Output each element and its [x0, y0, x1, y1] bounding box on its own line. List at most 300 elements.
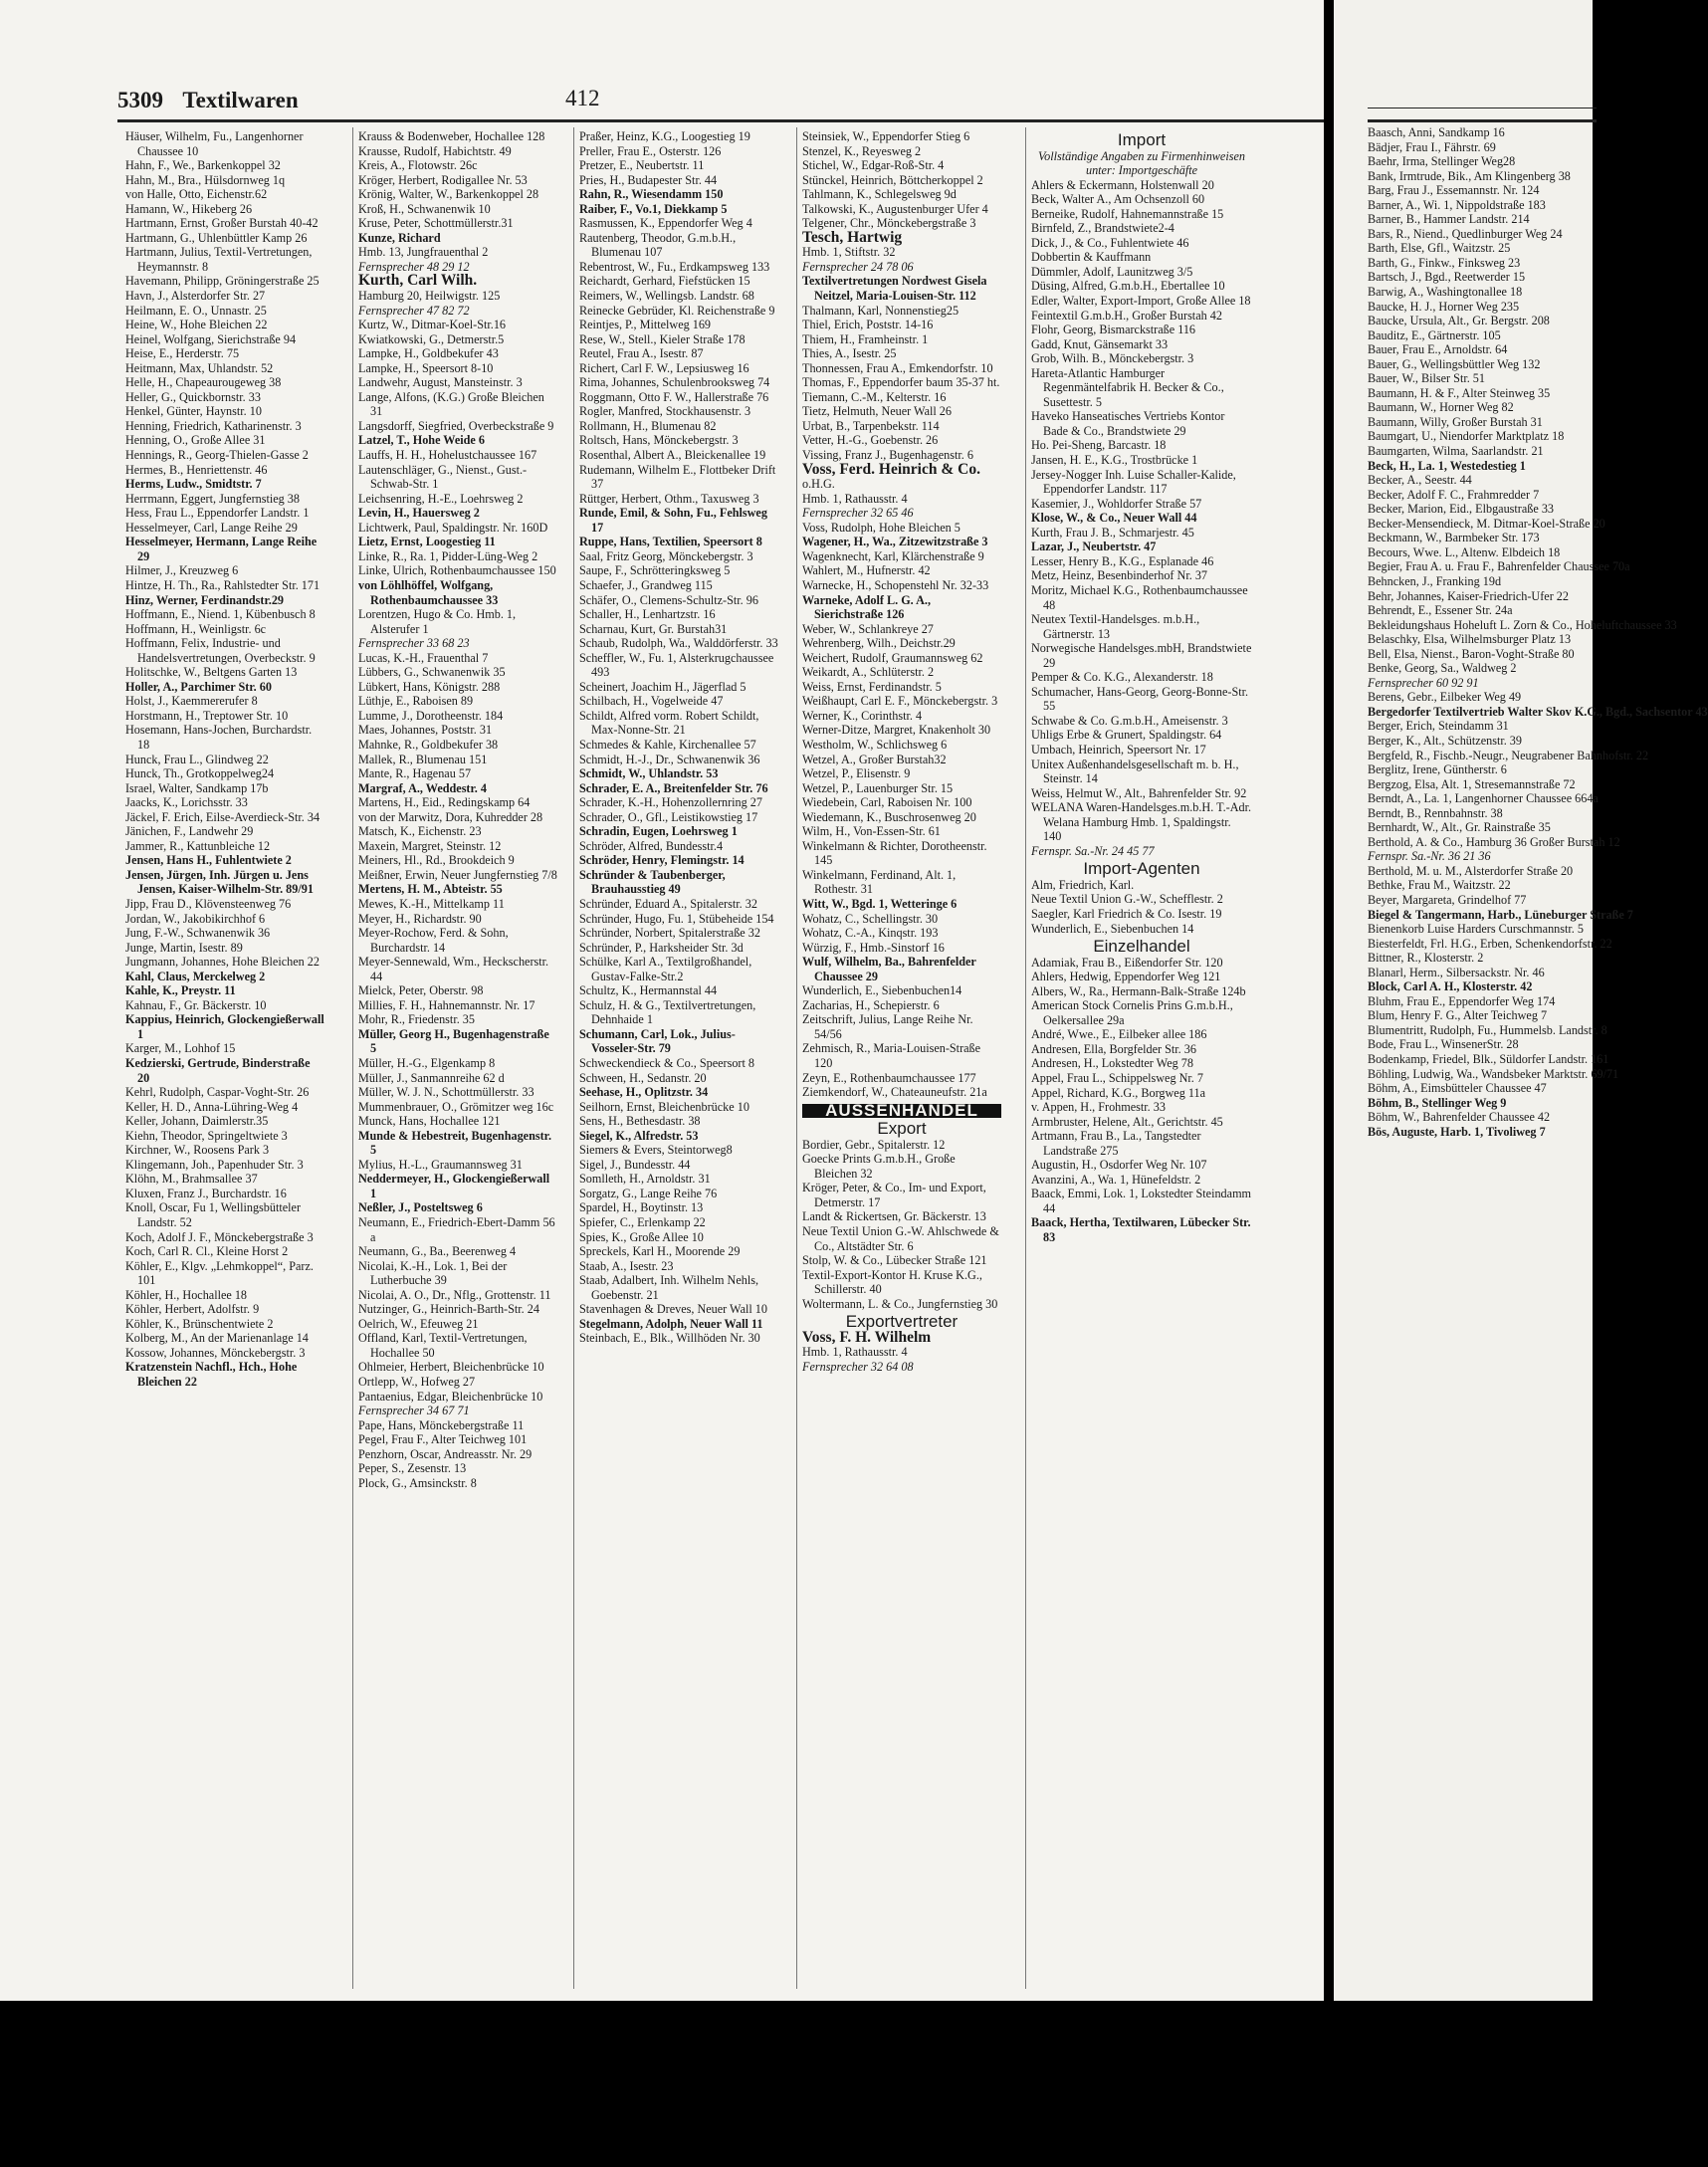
directory-entry: Schwabe & Co. G.m.b.H., Ameisenstr. 3: [1031, 713, 1228, 728]
header-rule: [117, 119, 1324, 122]
directory-entry: Margraf, A., Weddestr. 4: [358, 780, 487, 795]
directory-column-5: [1031, 129, 1252, 1245]
directory-entry: Hoffmann, E., Niend. 1, Kübenbusch 8: [125, 607, 316, 622]
directory-entry: Fernsprecher 24 78 06: [802, 259, 914, 274]
directory-entry: Dobbertin & Kauffmann: [1031, 250, 1152, 265]
directory-entry: Thonnessen, Frau A., Emkendorfstr. 10: [802, 360, 993, 375]
directory-entry: Meiners, Hl., Rd., Brookdeich 9: [358, 853, 515, 868]
directory-entry: Blanarl, Herm., Silbersackstr. Nr. 46: [1368, 965, 1545, 979]
directory-entry: Bell, Elsa, Nienst., Baron-Voght-Straße 80: [1368, 646, 1575, 661]
directory-entry: Lübbers, G., Schwanenwik 35: [358, 665, 506, 680]
directory-entry: Textilvertretungen Nordwest Gisela Neitzel, Maria-Louisen-Str. 112: [802, 274, 987, 304]
directory-entry: Behrendt, E., Essener Str. 24a: [1368, 603, 1513, 618]
directory-entry: Lüthje, E., Raboisen 89: [358, 694, 474, 709]
directory-entry: Fernspr. Sa.-Nr. 24 45 77: [1031, 843, 1155, 858]
directory-entry: Lübkert, Hans, Königstr. 288: [358, 679, 501, 694]
directory-entry: Spardel, H., Boytinstr. 13: [579, 1200, 704, 1215]
directory-entry: Baucke, Ursula, Alt., Gr. Bergstr. 208: [1368, 314, 1550, 328]
directory-entry: Sens, H., Bethesdastr. 38: [579, 1114, 701, 1129]
directory-entry: Köhler, H., Hochallee 18: [125, 1287, 248, 1302]
directory-entry: Rasmussen, K., Eppendorfer Weg 4: [579, 216, 752, 231]
directory-entry: Birnfeld, Z., Brandstwiete2-4: [1031, 221, 1174, 236]
directory-entry: Staab, A., Isestr. 23: [579, 1258, 674, 1273]
directory-entry: Munck, Hans, Hochallee 121: [358, 1114, 501, 1129]
directory-entry: Norwegische Handelsges.mbH, Brandstwiete 29: [1031, 641, 1252, 670]
directory-entry: Runde, Emil, & Sohn, Fu., Fehlsweg 17: [579, 506, 767, 535]
directory-entry: Fernsprecher 32 65 46: [802, 506, 914, 521]
directory-entry: Baasch, Anni, Sandkamp 16: [1368, 125, 1505, 139]
directory-entry: Sorgatz, G., Lange Reihe 76: [579, 1186, 718, 1200]
directory-entry: Weiss, Ernst, Ferdinandstr. 5: [802, 679, 942, 694]
directory-entry: Wetzel, A., Großer Burstah32: [802, 752, 947, 766]
directory-entry: Peper, S., Zesenstr. 13: [358, 1461, 467, 1476]
page-code: 5309: [117, 88, 163, 112]
directory-entry: Hmb. 1, Stiftstr. 32: [802, 245, 896, 260]
directory-entry: Augustin, H., Osdorfer Weg Nr. 107: [1031, 1158, 1207, 1173]
directory-entry: Schaub, Rudolph, Wa., Walddörferstr. 33: [579, 636, 778, 651]
directory-entry: Munde & Hebestreit, Bugenhagenstr. 5: [358, 1128, 551, 1158]
column-divider: [352, 127, 353, 1989]
directory-entry: Havn, J., Alsterdorfer Str. 27: [125, 289, 266, 304]
directory-entry: Pemper & Co. K.G., Alexanderstr. 18: [1031, 670, 1213, 685]
directory-entry: Siemers & Evers, Steintorweg8: [579, 1143, 733, 1158]
directory-entry: Hennings, R., Georg-Thielen-Gasse 2: [125, 448, 309, 463]
directory-entry: Voss, F. H. Wilhelm: [802, 1328, 932, 1346]
directory-entry: Junge, Martin, Isestr. 89: [125, 940, 243, 955]
directory-entry: Bauer, Frau E., Arnoldstr. 64: [1368, 342, 1508, 357]
directory-entry: Kroß, H., Schwanenwik 10: [358, 201, 491, 216]
directory-entry: Plock, G., Amsinckstr. 8: [358, 1475, 477, 1490]
directory-entry: Böhling, Ludwig, Wa., Wandsbeker Marktstr. 69/71: [1368, 1066, 1619, 1081]
directory-entry: Pretzer, E., Neubertstr. 11: [579, 158, 705, 173]
directory-entry: Schmidt, W., Uhlandstr. 53: [579, 766, 719, 781]
directory-entry: Holitschke, W., Beltgens Garten 13: [125, 665, 298, 680]
directory-entry: Begier, Frau A. u. Frau F., Bahrenfelder Chaussee 70a: [1368, 559, 1630, 574]
directory-entry: Schröder, Henry, Flemingstr. 14: [579, 853, 745, 868]
directory-entry: Blumentritt, Rudolph, Fu., Hummelsb. Landstr. 8: [1368, 1022, 1607, 1037]
directory-entry: Hahn, M., Bra., Hülsdornweg 1q: [125, 172, 286, 187]
directory-entry: Wunderlich, E., Siebenbuchen14: [802, 983, 962, 998]
directory-entry: Lange, Alfons, (K.G.) Große Bleichen 31: [358, 389, 544, 419]
directory-entry: Hosemann, Hans-Jochen, Burchardstr. 18: [125, 723, 313, 752]
directory-entry: Barner, B., Hammer Landstr. 214: [1368, 212, 1530, 227]
right-page-column: [1368, 125, 1708, 1139]
directory-entry: Jersey-Nogger Inh. Luise Schaller-Kalide, Eppendorfer Landstr. 117: [1031, 467, 1236, 497]
directory-entry: Schaller, H., Lenhartzstr. 16: [579, 607, 716, 622]
directory-entry: Langsdorff, Siegfried, Overbeckstraße 9: [358, 418, 554, 433]
directory-entry: Wohatz, C., Schellingstr. 30: [802, 911, 939, 926]
directory-entry: Heller, G., Quickbornstr. 33: [125, 389, 261, 404]
directory-entry: Barwig, A., Washingtonallee 18: [1368, 285, 1523, 300]
directory-entry: Wetzel, P., Elisenstr. 9: [802, 766, 911, 781]
directory-entry: Fernsprecher 34 67 71: [358, 1404, 470, 1418]
directory-entry: Zehmisch, R., Maria-Louisen-Straße 120: [802, 1041, 981, 1070]
directory-entry: Biesterfeldt, Frl. H.G., Erben, Schenkendorfstr. 22: [1368, 936, 1612, 951]
directory-entry: Lautenschläger, G., Nienst., Gust.-Schwab-Str. 1: [358, 462, 528, 492]
directory-entry: Latzel, T., Hohe Weide 6: [358, 433, 485, 448]
directory-entry: Fernsprecher 47 82 72: [358, 303, 470, 318]
directory-entry: Holler, A., Parchimer Str. 60: [125, 679, 272, 694]
directory-entry: Fernsprecher 32 64 08: [802, 1359, 914, 1374]
directory-entry: Behncken, J., Franking 19d: [1368, 573, 1502, 588]
header-rule: [1368, 119, 1597, 122]
directory-entry: Bauer, G., Wellingsbüttler Weg 132: [1368, 356, 1541, 371]
directory-entry: Herms, Ludw., Smidtstr. 7: [125, 477, 262, 492]
directory-entry: Baucke, H. J., Horner Weg 235: [1368, 299, 1520, 314]
directory-entry: Saegler, Karl Friedrich & Co. Isestr. 19: [1031, 906, 1222, 921]
directory-entry: Rogler, Manfred, Stockhausenstr. 3: [579, 404, 751, 419]
directory-entry: Andresen, Ella, Borgfelder Str. 36: [1031, 1041, 1196, 1056]
directory-entry: Martens, H., Eid., Redingskamp 64: [358, 795, 531, 810]
directory-entry: Becker, Marion, Eid., Elbgaustraße 33: [1368, 502, 1555, 517]
directory-entry: Kreis, A., Flotowstr. 26c: [358, 158, 478, 173]
directory-entry: Baehr, Irma, Stellinger Weg28: [1368, 154, 1516, 169]
directory-entry: Bädjer, Frau I., Fährstr. 69: [1368, 139, 1496, 154]
directory-entry: Kahnau, F., Gr. Bäckerstr. 10: [125, 997, 267, 1012]
directory-entry: Thies, A., Isestr. 25: [802, 346, 897, 361]
directory-entry: Hamann, W., Hikeberg 26: [125, 201, 253, 216]
directory-entry: Reichardt, Gerhard, Fiefstücken 15: [579, 274, 750, 289]
directory-entry: Bergzog, Elsa, Alt. 1, Stresemannstraße 72: [1368, 776, 1576, 791]
directory-entry: Kasemier, J., Wohldorfer Straße 57: [1031, 496, 1202, 511]
directory-entry: Schultz, K., Hermannstal 44: [579, 983, 718, 998]
section-heading: Exportvertreter: [845, 1312, 959, 1332]
section-heading: Import: [1117, 130, 1167, 149]
directory-entry: Textil-Export-Kontor H. Kruse K.G., Schillerstr. 40: [802, 1267, 982, 1297]
directory-entry: Wahlert, M., Hufnerstr. 42: [802, 563, 931, 578]
directory-entry: Baack, Hertha, Textilwaren, Lübecker Str. 83: [1031, 1215, 1251, 1245]
directory-entry: Leichsenring, H.-E., Loehrsweg 2: [358, 491, 524, 506]
directory-entry: Matsch, K., Eichenstr. 23: [358, 824, 482, 839]
directory-entry: Landwehr, August, Mansteinstr. 3: [358, 375, 523, 390]
directory-entry: Moritz, Michael K.G., Rothenbaumchaussee 48: [1031, 582, 1248, 612]
directory-entry: Klöhn, M., Brahmsallee 37: [125, 1172, 258, 1187]
directory-entry: Roltsch, Hans, Mönckebergstr. 3: [579, 433, 739, 448]
directory-entry: Mallek, R., Blumenau 151: [358, 752, 488, 766]
directory-entry: Neue Textil Union G.-W. Ahlschwede & Co., Altstädter Str. 6: [802, 1224, 999, 1253]
directory-entry: Beyer, Margareta, Grindelhof 77: [1368, 892, 1527, 907]
directory-entry: Roggmann, Otto F. W., Hallerstraße 76: [579, 389, 769, 404]
directory-entry: Jäckel, F. Erich, Eilse-Averdieck-Str. 34: [125, 809, 320, 824]
directory-entry: Neutex Textil-Handelsges. m.b.H., Gärtnerstr. 13: [1031, 612, 1200, 641]
directory-entry: Berndt, A., La. 1, Langenhorner Chaussee 664a: [1368, 791, 1599, 806]
directory-entry: Mohr, R., Friedenstr. 35: [358, 1012, 475, 1027]
directory-entry: Gadd, Knut, Gänsemarkt 33: [1031, 336, 1169, 351]
directory-entry: Stavenhagen & Dreves, Neuer Wall 10: [579, 1302, 767, 1317]
directory-entry: Hoffmann, H., Weinligstr. 6c: [125, 621, 267, 636]
directory-entry: Andresen, H., Lokstedter Weg 78: [1031, 1056, 1193, 1071]
directory-entry: Hesselmeyer, Hermann, Lange Reihe 29: [125, 535, 318, 563]
directory-entry: Bars, R., Niend., Quedlinburger Weg 24: [1368, 226, 1563, 241]
directory-entry: Hamburg 20, Heilwigstr. 125: [358, 289, 501, 304]
directory-entry: Herrmann, Eggert, Jungfernstieg 38: [125, 491, 300, 506]
directory-entry: Wunderlich, E., Siebenbuchen 14: [1031, 921, 1194, 936]
directory-entry: Schweckendieck & Co., Speersort 8: [579, 1056, 754, 1070]
directory-entry: Seehase, H., Oplitzstr. 34: [579, 1085, 709, 1100]
directory-entry: Tiemann, C.-M., Kelterstr. 16: [802, 389, 947, 404]
directory-entry: Lampke, H., Goldbekufer 43: [358, 346, 499, 361]
directory-entry: Wohatz, C.-A., Kinqstr. 193: [802, 926, 939, 941]
directory-entry: Schülke, Karl A., Textilgroßhandel, Gustav-Falke-Str.2: [579, 955, 752, 983]
directory-entry: Müller, Georg H., Bugenhagenstraße 5: [358, 1026, 549, 1056]
directory-entry: Thomas, F., Eppendorfer baum 35-37 ht.: [802, 375, 1000, 390]
directory-entry: Hahn, F., We., Barkenkoppel 32: [125, 158, 281, 173]
directory-entry: Rudemann, Wilhelm E., Flottbeker Drift 37: [579, 462, 776, 492]
directory-entry: Stenzel, K., Reyesweg 2: [802, 143, 922, 158]
directory-entry: Hoffmann, Felix, Industrie- und Handelsvertretungen, Overbeckstr. 9: [125, 636, 316, 665]
directory-entry: Schilbach, H., Vogelweide 47: [579, 694, 724, 709]
directory-entry: Baumgarten, Wilma, Saarlandstr. 21: [1368, 444, 1544, 459]
directory-entry: Barth, G., Finkw., Finksweg 23: [1368, 255, 1521, 270]
page-number: 412: [565, 86, 600, 110]
directory-entry: Oelrich, W., Efeuweg 21: [358, 1316, 479, 1331]
directory-entry: Barth, Else, Gfl., Waitzstr. 25: [1368, 241, 1511, 256]
directory-entry: Beckmann, W., Barmbeker Str. 173: [1368, 531, 1540, 545]
directory-entry: Voss, Ferd. Heinrich & Co.: [802, 460, 980, 478]
directory-entry: Adamiak, Frau B., Eißendorfer Str. 120: [1031, 955, 1223, 970]
directory-entry: Telgener, Chr., Mönckebergstraße 3: [802, 216, 976, 231]
directory-entry: Hinz, Werner, Ferdinandstr.29: [125, 592, 285, 607]
directory-entry: Kahl, Claus, Merckelweg 2: [125, 969, 266, 983]
directory-entry: Heine, W., Hohe Bleichen 22: [125, 318, 268, 332]
directory-entry: Rautenberg, Theodor, G.m.b.H., Blumenau 107: [579, 230, 737, 260]
directory-entry: Schründer & Taubenberger, Brauhausstieg 49: [579, 867, 726, 897]
directory-entry: Warneke, Adolf L. G. A., Sierichstraße 126: [802, 592, 931, 622]
directory-entry: Werner, K., Corinthstr. 4: [802, 708, 923, 723]
directory-entry: Hartmann, Ernst, Großer Burstah 40-42: [125, 216, 319, 231]
column-divider: [796, 127, 797, 1989]
column-divider: [1025, 127, 1026, 1989]
directory-entry: Reintjes, P., Mittelweg 169: [579, 318, 712, 332]
directory-entry: Reinecke Gebrüder, Kl. Reichenstraße 9: [579, 303, 775, 318]
directory-entry: Jipp, Frau D., Klövensteenweg 76: [125, 896, 292, 911]
directory-entry: Umbach, Heinrich, Speersort Nr. 17: [1031, 742, 1206, 757]
directory-entry: Hess, Frau L., Eppendorfer Landstr. 1: [125, 506, 310, 521]
directory-entry: Flohr, Georg, Bismarckstraße 116: [1031, 323, 1196, 337]
directory-entry: Wilm, H., Von-Essen-Str. 61: [802, 824, 941, 839]
directory-entry: WELANA Waren-Handelsges.m.b.H. T.-Adr. Welana Hamburg Hmb. 1, Spaldingstr. 140: [1031, 800, 1252, 844]
directory-entry: Kossow, Johannes, Mönckebergstr. 3: [125, 1345, 306, 1360]
directory-entry: Heitmann, Max, Uhlandstr. 52: [125, 360, 274, 375]
directory-entry: Schumann, Carl, Lok., Julius-Vosseler-Str. 79: [579, 1026, 736, 1056]
directory-entry: Kröger, Herbert, Rodigallee Nr. 53: [358, 172, 528, 187]
directory-entry: Ahlers & Eckermann, Holstenwall 20: [1031, 177, 1214, 192]
directory-entry: Koch, Carl R. Cl., Kleine Horst 2: [125, 1244, 289, 1259]
directory-entry: Kröger, Peter, & Co., Im- und Export, Detmerstr. 17: [802, 1181, 986, 1209]
directory-entry: Bergfeld, R., Fischb.-Neugr., Neugrabener Bahnhofstr. 22: [1368, 748, 1649, 762]
directory-entry: Feintextil G.m.b.H., Großer Burstah 42: [1031, 308, 1222, 323]
directory-entry: Kehrl, Rudolph, Caspar-Voght-Str. 26: [125, 1085, 310, 1100]
directory-entry: Scheinert, Joachim H., Jägerflad 5: [579, 679, 747, 694]
directory-entry: Stegelmann, Adolph, Neuer Wall 11: [579, 1316, 763, 1331]
directory-entry: Nicolai, A. O., Dr., Nflg., Grottenstr. 11: [358, 1287, 551, 1302]
directory-entry: Scharnau, Kurt, Gr. Burstah31: [579, 621, 728, 636]
directory-entry: Rese, W., Stell., Kieler Straße 178: [579, 331, 746, 346]
directory-entry: Hareta-Atlantic Hamburger Regenmäntelfabrik H. Becker & Co., Susettestr. 5: [1031, 365, 1224, 409]
directory-entry: Urbat, B., Tarpenbekstr. 114: [802, 418, 940, 433]
directory-entry: Jordan, W., Jakobikirchhof 6: [125, 911, 266, 926]
directory-entry: Thiem, H., Framheinstr. 1: [802, 331, 929, 346]
directory-entry: Blum, Henry F. G., Alter Teichweg 7: [1368, 1008, 1548, 1023]
directory-entry: Thiel, Erich, Poststr. 14-16: [802, 318, 934, 332]
directory-entry: Raiber, F., Vo.1, Diekkamp 5: [579, 201, 728, 216]
directory-entry: Holst, J., Kaemmererufer 8: [125, 694, 258, 709]
directory-entry: Bekleidungshaus Hoheluft L. Zorn & Co., Hoheluftchaussee 33: [1368, 617, 1677, 632]
directory-entry: Berthold, A. & Co., Hamburg 36 Großer Burstah 12: [1368, 834, 1620, 849]
directory-entry: Schulz, H. & G., Textilvertretungen, Dehnhaide 1: [579, 997, 756, 1027]
directory-entry: Woltermann, L. & Co., Jungfernstieg 30: [802, 1296, 998, 1311]
directory-entry: Rima, Johannes, Schulenbrooksweg 74: [579, 375, 770, 390]
section-heading: Einzelhandel: [1093, 937, 1190, 957]
directory-entry: Saal, Fritz Georg, Mönckebergstr. 3: [579, 548, 753, 563]
directory-entry: Hermes, B., Henriettenstr. 46: [125, 462, 268, 477]
directory-entry: Havemann, Philipp, Gröningerstraße 25: [125, 274, 320, 289]
directory-entry: Keller, Johann, Daimlerstr.35: [125, 1114, 269, 1129]
directory-entry: Nutzinger, G., Heinrich-Barth-Str. 24: [358, 1302, 539, 1317]
directory-entry: Reutel, Frau A., Isestr. 87: [579, 346, 704, 361]
directory-entry: Dick, J., & Co., Fuhlentwiete 46: [1031, 235, 1189, 250]
directory-entry: Hartmann, Julius, Textil-Vertretungen, Heymannstr. 8: [125, 245, 313, 274]
directory-entry: Bernhardt, W., Alt., Gr. Rainstraße 35: [1368, 820, 1551, 835]
directory-entry: Mielck, Peter, Oberstr. 98: [358, 983, 484, 998]
directory-entry: Reimers, W., Wellingsb. Landstr. 68: [579, 289, 754, 304]
directory-entry: Müller, J., Sanmannreihe 62 d: [358, 1070, 505, 1085]
directory-entry: Jansen, H. E., K.G., Trostbrücke 1: [1031, 453, 1198, 468]
directory-entry: Schmedes & Kahle, Kirchenallee 57: [579, 737, 756, 752]
directory-entry: Westholm, W., Schlichsweg 6: [802, 737, 948, 752]
directory-entry: Becker, Adolf F. C., Frahmredder 7: [1368, 487, 1540, 502]
directory-entry: Böhm, B., Stellinger Weg 9: [1368, 1095, 1507, 1110]
directory-entry: Kratzenstein Nachfl., Hch., Hohe Bleichen 22: [125, 1360, 298, 1390]
directory-entry: Ruppe, Hans, Textilien, Speersort 8: [579, 535, 762, 549]
section-banner: AUSSENHANDEL: [802, 1104, 1001, 1119]
directory-entry: Ahlers, Hedwig, Eppendorfer Weg 121: [1031, 970, 1221, 984]
directory-entry: Kunze, Richard: [358, 230, 441, 245]
directory-entry: Neue Textil Union G.-W., Schefflestr. 2: [1031, 892, 1223, 907]
right-page: [1334, 0, 1708, 2001]
directory-entry: Haveko Hanseatisches Vertriebs Kontor Bade & Co., Brandstwiete 29: [1031, 409, 1225, 438]
directory-entry: Kiehn, Theodor, Springeltwiete 3: [125, 1128, 288, 1143]
directory-entry: Jensen, Hans H., Fuhlentwiete 2: [125, 853, 292, 868]
directory-entry: Scheffler, W., Fu. 1, Alsterkrugchaussee 493: [579, 650, 774, 680]
directory-entry: Appel, Frau L., Schippelsweg Nr. 7: [1031, 1071, 1203, 1085]
directory-entry: Nicolai, K.-H., Lok. 1, Bei der Lutherbuche 39: [358, 1258, 508, 1288]
directory-entry: Edler, Walter, Export-Import, Große Allee 18: [1031, 294, 1251, 309]
directory-entry: Schründer, Eduard A., Spitalerstr. 32: [579, 896, 757, 911]
directory-entry: Bodenkamp, Friedel, Blk., Süldorfer Landstr. 161: [1368, 1052, 1609, 1066]
directory-entry: Weißhaupt, Carl E. F., Mönckebergstr. 3: [802, 694, 998, 709]
directory-entry: Neumann, G., Ba., Beerenweg 4: [358, 1244, 517, 1259]
directory-entry: Lichtwerk, Paul, Spaldingstr. Nr. 160D: [358, 520, 548, 535]
directory-entry: Bethke, Frau M., Waitzstr. 22: [1368, 878, 1511, 893]
directory-column-1: [125, 129, 324, 1390]
directory-entry: Hintze, H. Th., Ra., Rahlstedter Str. 171: [125, 577, 320, 592]
directory-entry: Krönig, Walter, W., Barkenkoppel 28: [358, 187, 539, 202]
directory-entry: Klingemann, Joh., Papenhuder Str. 3: [125, 1157, 304, 1172]
directory-entry: Grob, Wilh. B., Mönckebergstr. 3: [1031, 351, 1194, 366]
directory-entry: Berger, Erich, Steindamm 31: [1368, 719, 1509, 734]
directory-entry: Zacharias, H., Schepierstr. 6: [802, 997, 940, 1012]
directory-entry: Steinsiek, W., Eppendorfer Stieg 6: [802, 129, 970, 143]
directory-entry: Heilmann, E. O., Unnastr. 25: [125, 303, 267, 318]
directory-entry: Kirchner, W., Roosens Park 3: [125, 1143, 270, 1158]
directory-entry: Hmb. 1, Rathausstr. 4: [802, 491, 908, 506]
directory-entry: Kluxen, Franz J., Burchardstr. 16: [125, 1186, 287, 1200]
directory-entry: Jammer, R., Kattunbleiche 12: [125, 838, 271, 853]
directory-entry: Benke, Georg, Sa., Waldweg 2: [1368, 661, 1517, 676]
directory-entry: von der Marwitz, Dora, Kuhredder 28: [358, 809, 543, 824]
directory-entry: Lietz, Ernst, Loogestieg 11: [358, 535, 496, 549]
directory-entry: Kwiatkowski, G., Detmerstr.5: [358, 331, 505, 346]
directory-entry: Schildt, Alfred vorm. Robert Schildt, Max-Nonne-Str. 21: [579, 708, 759, 738]
directory-entry: Thalmann, Karl, Nonnenstieg25: [802, 303, 960, 318]
directory-entry: Bauditz, E., Gärtnerstr. 105: [1368, 327, 1501, 342]
directory-entry: Kahle, K., Preystr. 11: [125, 983, 236, 998]
directory-entry: Mante, R., Hagenau 57: [358, 766, 472, 781]
directory-entry: Kurtz, W., Ditmar-Koel-Str.16: [358, 318, 507, 332]
directory-entry: Fernsprecher 48 29 12: [358, 259, 470, 274]
directory-entry: Rahn, R., Wiesendamm 150: [579, 187, 724, 202]
directory-entry: Metz, Heinz, Besenbinderhof Nr. 37: [1031, 568, 1208, 583]
directory-entry: Appel, Richard, K.G., Borgweg 11a: [1031, 1085, 1205, 1100]
directory-entry: Pantaenius, Edgar, Bleichenbrücke 10: [358, 1389, 543, 1404]
directory-entry: Becker, A., Seestr. 44: [1368, 473, 1472, 488]
directory-entry: Dümmler, Adolf, Launitzweg 3/5: [1031, 264, 1193, 279]
directory-entry: Rollmann, H., Blumenau 82: [579, 418, 717, 433]
directory-entry: Levin, H., Hauersweg 2: [358, 506, 480, 521]
directory-entry: Stolp, W. & Co., Lübecker Straße 121: [802, 1253, 987, 1268]
directory-entry: Klose, W., & Co., Neuer Wall 44: [1031, 511, 1197, 526]
directory-entry: Hilmer, J., Kreuzweg 6: [125, 563, 239, 578]
directory-entry: Zeitschrift, Julius, Lange Reihe Nr. 54/56: [802, 1012, 973, 1041]
directory-entry: Berglitz, Irene, Güntherstr. 6: [1368, 762, 1507, 777]
directory-entry: Israel, Walter, Sandkamp 17b: [125, 780, 269, 795]
directory-entry: Heinel, Wolfgang, Sierichstraße 94: [125, 331, 297, 346]
directory-entry: Bordier, Gebr., Spitalerstr. 12: [802, 1137, 946, 1152]
section-heading: Import-Agenten: [1083, 859, 1200, 879]
directory-entry: Keller, H. D., Anna-Lühring-Weg 4: [125, 1099, 299, 1114]
directory-column-3: [579, 129, 778, 1346]
directory-entry: Böhm, A., Eimsbütteler Chaussee 47: [1368, 1081, 1547, 1096]
directory-entry: Knoll, Oscar, Fu 1, Wellingsbütteler Landstr. 52: [125, 1200, 302, 1230]
directory-entry: Wiedemann, K., Buschrosenweg 20: [802, 809, 976, 824]
directory-entry: Sigel, J., Bundesstr. 44: [579, 1157, 691, 1172]
directory-entry: Linke, Ulrich, Rothenbaumchaussee 150: [358, 563, 556, 578]
directory-entry: Jensen, Jürgen, Inh. Jürgen u. Jens Jensen, Kaiser-Wilhelm-Str. 89/91: [125, 867, 314, 897]
section-note: Vollständige Angaben zu Firmenhinweisen unter: Importgeschäfte: [1038, 148, 1245, 178]
directory-entry: Maes, Johannes, Poststr. 31: [358, 723, 493, 738]
directory-entry: Fernspr. Sa.-Nr. 36 21 36: [1368, 849, 1491, 864]
directory-entry: Schaefer, J., Grandweg 115: [579, 577, 713, 592]
directory-entry: Voss, Rudolph, Hohe Bleichen 5: [802, 520, 961, 535]
directory-entry: Weikardt, A., Schlüterstr. 2: [802, 665, 935, 680]
directory-column-2: [358, 129, 557, 1490]
directory-entry: Köhler, Herbert, Adolfstr. 9: [125, 1302, 260, 1317]
directory-entry: Spies, K., Große Allee 10: [579, 1229, 704, 1244]
directory-entry: Kedzierski, Gertrude, Binderstraße 20: [125, 1056, 311, 1085]
directory-entry: Schründer, P., Harksheider Str. 3d: [579, 940, 744, 955]
directory-entry: Meyer-Sennewald, Wm., Heckscherstr. 44: [358, 955, 549, 983]
directory-entry: Lorentzen, Hugo & Co. Hmb. 1, Alsterufer 1: [358, 607, 517, 636]
directory-entry: Millies, F. H., Hahnemannstr. Nr. 17: [358, 997, 535, 1012]
directory-entry: Bös, Auguste, Harb. 1, Tivoliweg 7: [1368, 1124, 1546, 1139]
directory-entry: Siegel, K., Alfredstr. 53: [579, 1128, 699, 1143]
directory-column-4: [802, 129, 1001, 1374]
directory-entry: Bluhm, Frau E., Eppendorfer Weg 174: [1368, 993, 1556, 1008]
directory-entry: Bauer, W., Bilser Str. 51: [1368, 371, 1485, 386]
directory-entry: Neßler, J., Posteltsweg 6: [358, 1200, 483, 1215]
directory-entry: Hartmann, G., Uhlenbüttler Kamp 26: [125, 230, 308, 245]
